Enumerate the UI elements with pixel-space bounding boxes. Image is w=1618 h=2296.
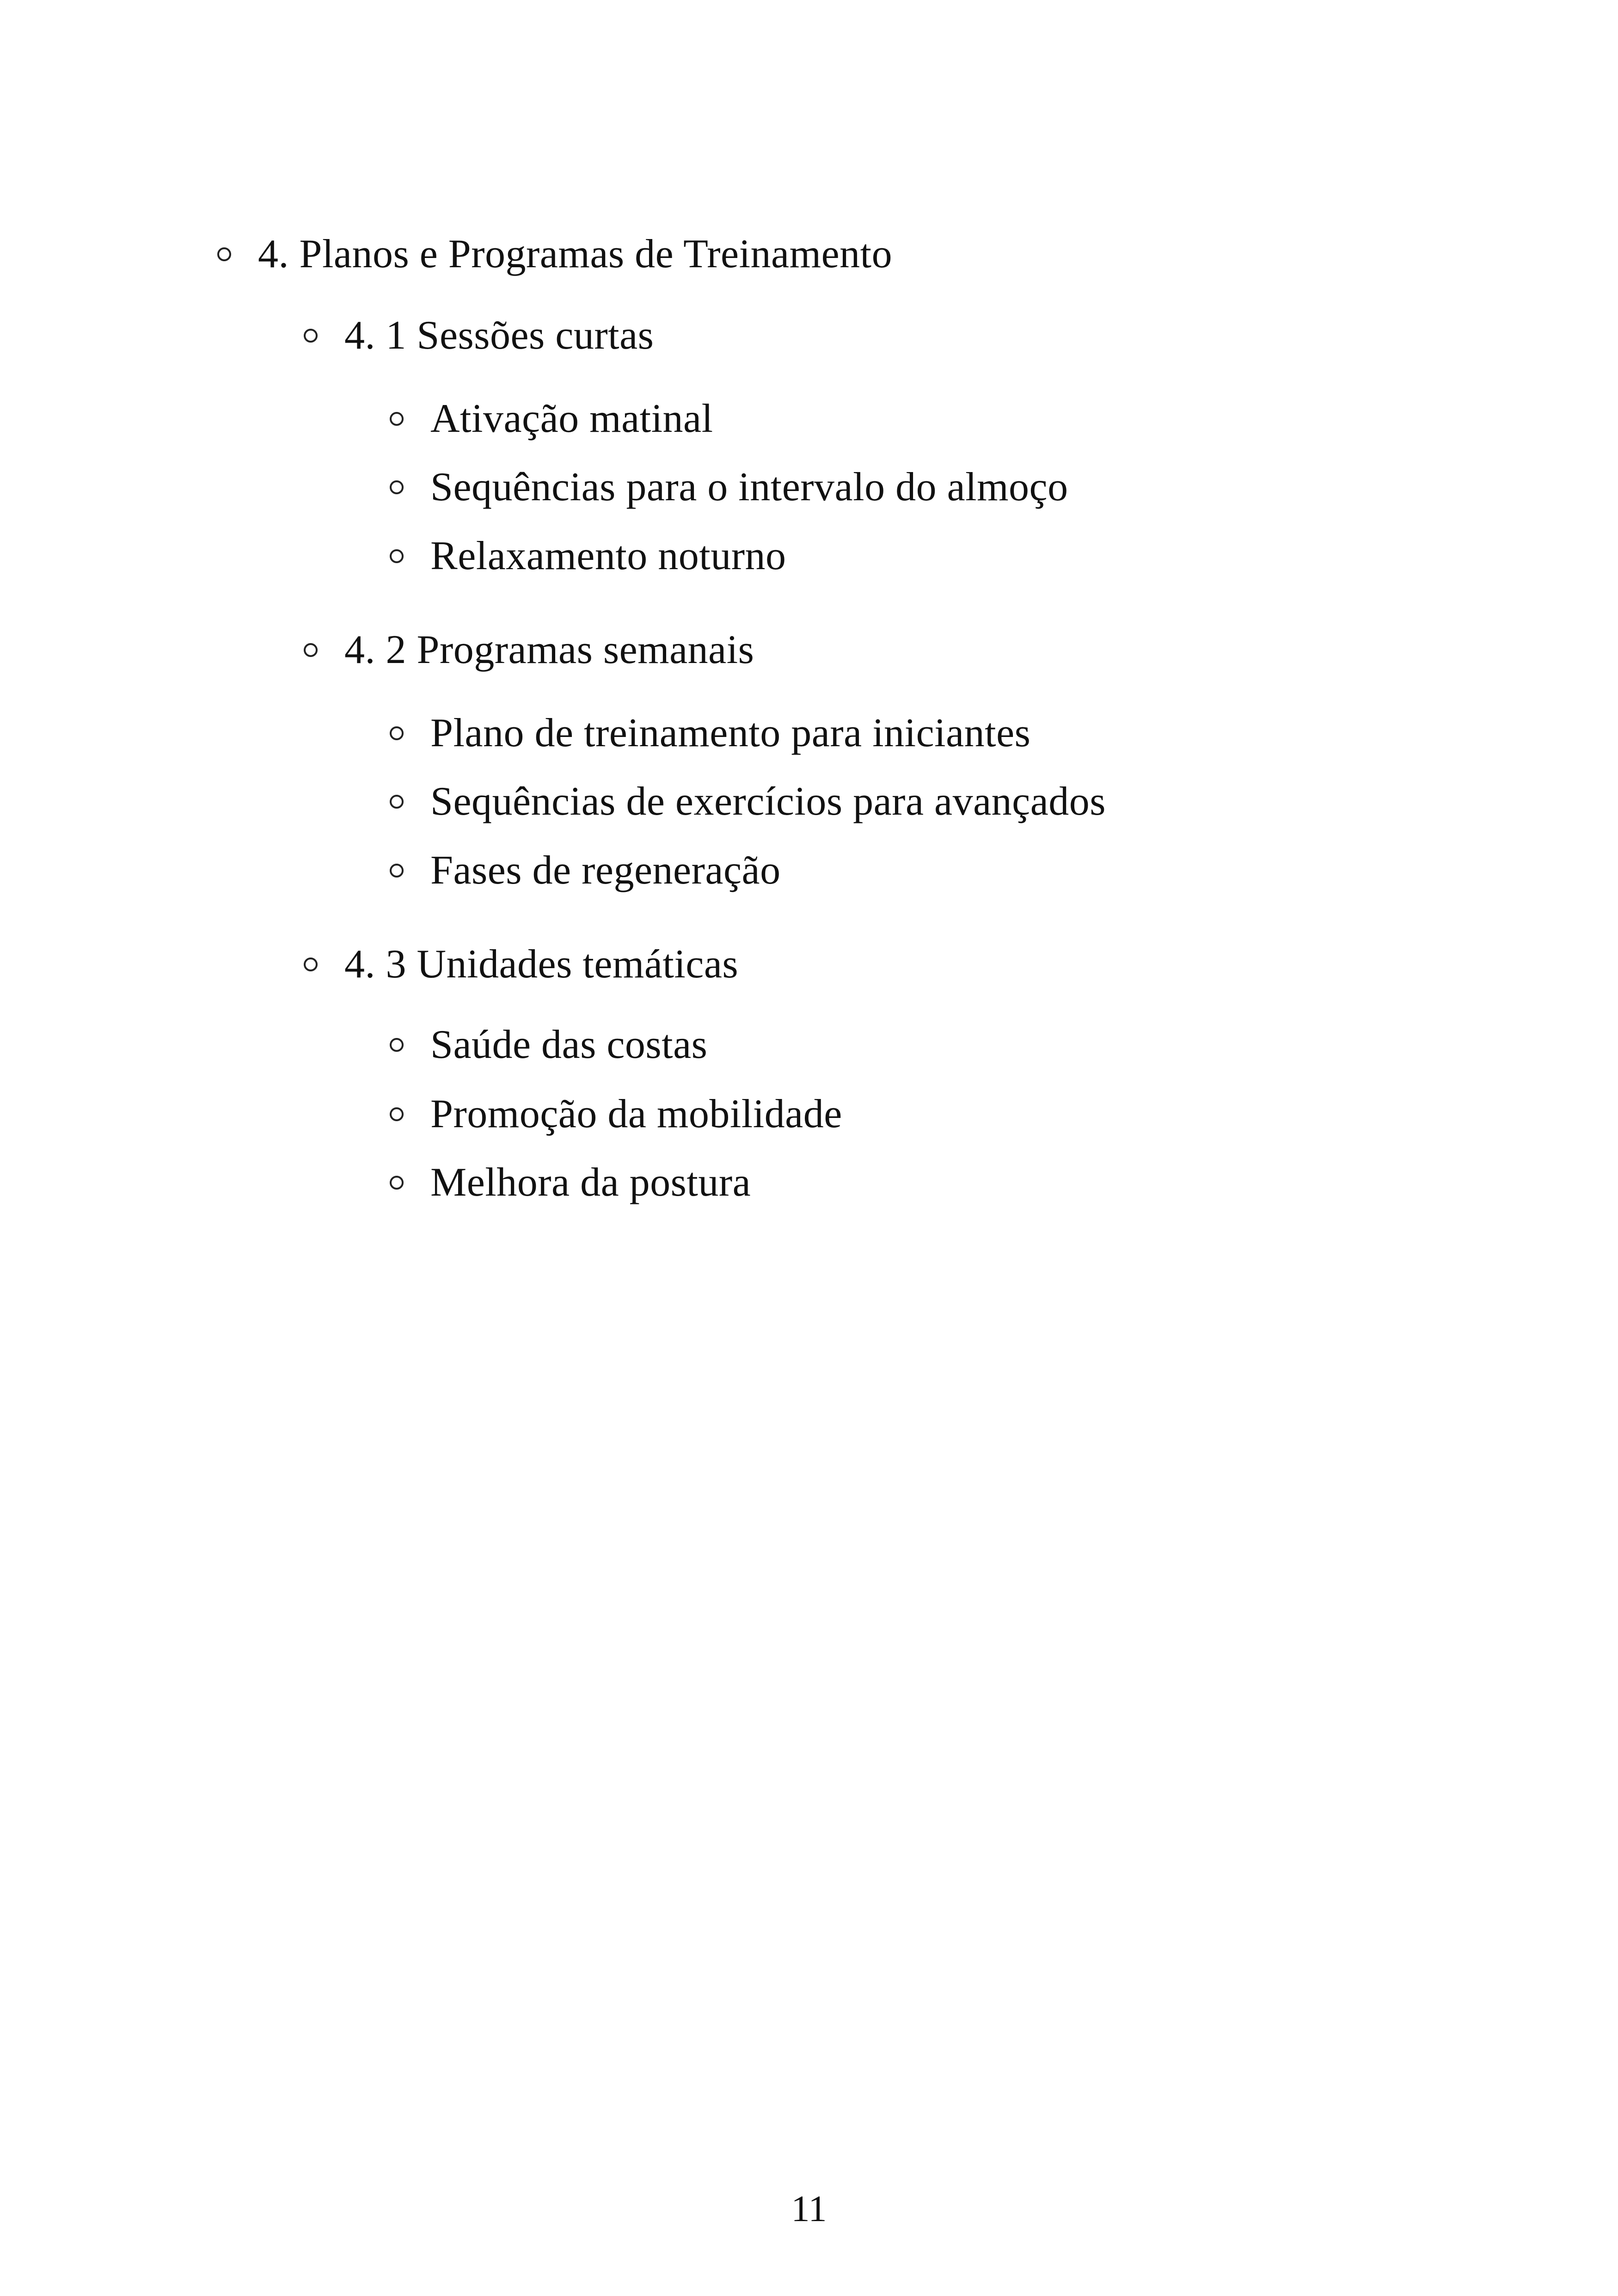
outline-subitem bbox=[390, 1017, 707, 1073]
outline-subitem-label: Melhora da postura bbox=[430, 1160, 751, 1205]
hollow-bullet-icon bbox=[390, 1038, 404, 1052]
outline-item-label: 4. 1 Sessões curtas bbox=[344, 313, 654, 358]
outline-item-section-4 bbox=[217, 227, 892, 282]
hollow-bullet-icon bbox=[390, 726, 404, 740]
outline-subitem bbox=[390, 706, 1030, 761]
hollow-bullet-icon bbox=[304, 958, 318, 971]
outline-item-4-1 bbox=[304, 308, 654, 363]
hollow-bullet-icon bbox=[304, 329, 318, 343]
outline-subitem-label: Fases de regeneração bbox=[430, 848, 781, 893]
hollow-bullet-icon bbox=[217, 247, 231, 261]
outline-subitem bbox=[390, 1087, 842, 1142]
hollow-bullet-icon bbox=[390, 795, 404, 809]
outline-subitem-label: Saúde das costas bbox=[430, 1022, 708, 1067]
hollow-bullet-icon bbox=[390, 549, 404, 563]
outline-subitem-label: Relaxamento noturno bbox=[430, 534, 786, 578]
outline-subitem bbox=[390, 391, 713, 447]
outline-subitem bbox=[390, 460, 1068, 515]
hollow-bullet-icon bbox=[390, 412, 404, 426]
hollow-bullet-icon bbox=[390, 1107, 404, 1121]
hollow-bullet-icon bbox=[390, 1176, 404, 1190]
outline-subitem bbox=[390, 1155, 751, 1210]
outline-subitem-label: Plano de treinamento para iniciantes bbox=[430, 711, 1031, 755]
outline-subitem bbox=[390, 843, 781, 898]
outline-subitem-label: Sequências de exercícios para avançados bbox=[430, 779, 1106, 824]
outline-subitem-label: Ativação matinal bbox=[430, 396, 713, 441]
outline-item-label: 4. Planos e Programas de Treinamento bbox=[258, 232, 893, 276]
outline-subitem bbox=[390, 528, 786, 584]
hollow-bullet-icon bbox=[304, 643, 318, 657]
outline-subitem-label: Promoção da mobilidade bbox=[430, 1092, 842, 1136]
outline-item-4-2 bbox=[304, 622, 754, 678]
outline-item-4-3 bbox=[304, 937, 738, 992]
hollow-bullet-icon bbox=[390, 864, 404, 878]
hollow-bullet-icon bbox=[390, 480, 404, 494]
page-number: 11 bbox=[791, 2189, 827, 2229]
outline-subitem bbox=[390, 774, 1106, 829]
outline-item-label: 4. 3 Unidades temáticas bbox=[344, 942, 739, 987]
outline-subitem-label: Sequências para o intervalo do almoço bbox=[430, 465, 1068, 510]
outline-item-label: 4. 2 Programas semanais bbox=[344, 627, 754, 672]
